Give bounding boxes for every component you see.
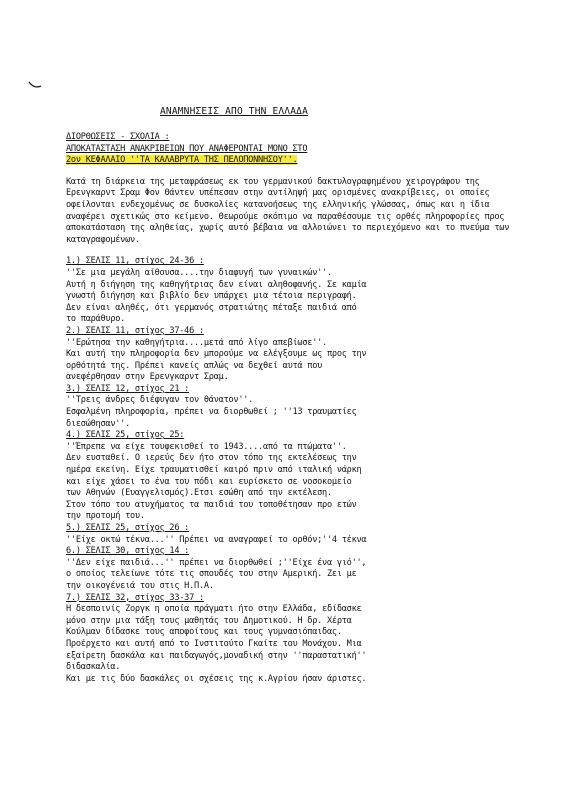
margin-tick-mark	[28, 80, 42, 90]
correction-text-line: εξαίρετη δασκάλα και παιδαγωγός,μοναδική στην ''παραστατική''	[66, 650, 367, 661]
correction-text-line: την οικογένειά του στις Η.Π.Α.	[66, 580, 214, 591]
correction-item	[66, 326, 526, 384]
correction-text-line: ορθότητά της. Πρέπει κανείς απλώς να δεχθεί αυτά που	[66, 360, 323, 371]
correction-reference: 4.) ΣΕΛΙΣ 25, στίχος 25:	[66, 430, 185, 441]
correction-text-line: διδασκαλία.	[66, 662, 121, 673]
correction-item	[66, 384, 526, 430]
correction-text-line: μόνο στην μια τάξη τους μαθητάς του Δημοτικού. Η δρ. Χέρτα	[66, 615, 352, 626]
correction-text-line: γνωστή διήγηση και βιβλίο δεν υπάρχει μια τέτοια περιγραφή.	[66, 291, 357, 302]
correction-reference: 3.) ΣΕΛΙΣ 12, στίχος 21 :	[66, 383, 190, 394]
chapter-reference	[66, 155, 526, 167]
correction-item	[66, 256, 526, 326]
correction-text-line: ''Ερώτησα την καθηγήτρια....μετά από λίγο απεβίωσε''.	[66, 337, 327, 348]
highlighted-chapter: 2ον ΚΕΦΑΛΑΙΟ ''ΤΑ ΚΑΛΑΒΡΥΤΑ ΤΗΣ ΠΕΛΟΠΟΝΝΗΣΟΥ''.	[66, 155, 298, 166]
correction-text-line: ημέρα εκείνη. Είχε τραυματισθεί καιρό πριν από ιταλική νάρκη	[66, 465, 362, 476]
correction-item	[66, 546, 526, 592]
correction-text-line: Κούλμαν δίδασκε τους αποφοίτους και τους γυμνασιόπαιδας.	[66, 627, 342, 638]
correction-reference: 7.) ΣΕΛΙΣ 32, στίχος 33-37 :	[66, 592, 204, 603]
correction-reference: 5.) ΣΕΛΙΣ 25, στίχος 26 :	[66, 523, 190, 533]
correction-text-line: Δεν ευσταθεί. Ο ιερεύς δεν ήτο στον τόπο της εκτελέσεως την	[66, 453, 357, 464]
correction-text-line: ανεφέρθησαν στην Ερενγκαρντ Σραμ.	[66, 372, 229, 383]
intro-paragraph: Κατά τη διάρκεια της μεταφράσεως εκ του γερμανικού δακτυλογραφημένου χειρογράφου της Ερενγκαρντ Σραμ Φον Θάντεν υπέπεσαν στην αντίληψή μας ορισμένες ανακρίβειες, οι οποίες οφείλονται ενδεχομένως σε δυσκολίες κατανοήσεως της ελληνικής γλώσσας, όπως και η ίδια αναφέρει σχετικώς στο κείμενο. Θεωρούμε σκόπιμο να παραθέσουμε τις ορθές πληροφορίες προς αποκατάσταση της αληθείας, χωρίς αυτό βέβαια να αλλοιώνει το περιεχόμενο και το πνεύμα των καταγραφομένων.	[66, 176, 510, 245]
correction-text-line: Αυτή η διήγηση της καθηγήτριας δεν είναι αληθοφανής. Σε καμία	[66, 279, 367, 290]
correction-reference: 6.) ΣΕΛΙΣ 30, στίχος 14 :	[66, 546, 190, 557]
document-body	[66, 122, 526, 685]
correction-text-line: ''Σε μια μεγάλη αίθουσα....την διαφυγή των γυναικών''.	[66, 267, 332, 278]
correction-text-line: των Αθηνών (Ευαγγελισμός).Ετσι εσώθη από την εκτέλεση.	[66, 488, 332, 499]
correction-text-line: ''Τρεις άνδρες διέφυγαν τον θάνατον''.	[66, 395, 254, 406]
correction-text-line: ''Δεν είχε παιδιά...'' πρέπει να διορθωθεί ;''Είχε ένα γιό'',	[66, 557, 367, 568]
correction-item	[66, 523, 526, 546]
document-title: ΑΝΑΜΝΗΣΕΙΣ ΑΠΟ ΤΗΝ ΕΛΛΑΔΑ	[160, 106, 308, 117]
section-heading: ΔΙΟΡΘΩΣΕΙΣ - ΣΧΟΛΙΑ :	[66, 132, 170, 142]
correction-text-line: διεσώθησαν''.	[66, 418, 131, 429]
correction-text-line: ο οποίος τελείωνε τότε τις σπουδές του στην Αμερική. Ζει με	[66, 569, 357, 580]
correction-reference: 1.) ΣΕΛΙΣ 11, στίχος 24-36 :	[66, 256, 204, 267]
correction-text-line: το παράθυρο.	[66, 314, 126, 325]
section-subheading: ΑΠΟΚΑΤΑΣΤΑΣΗ ΑΝΑΚΡΙΒΕΙΩΝ ΠΟΥ ΑΝΑΦΕΡΟΝΤΑΙ ΜΟΝΟ ΣΤΟ	[66, 143, 308, 154]
correction-item	[66, 593, 526, 686]
correction-text-line: Στον τόπο του ατυχήματος τα παιδιά του τοποθέτησαν προ ετών	[66, 499, 357, 510]
correction-text-line: ''Είχε οκτώ τέκνα...'' Πρέπει να αναγραφεί το ορθόν;''4 τέκνα	[66, 534, 367, 545]
correction-text-line: Δεν είναι αληθές, ότι γερμανός στρατιώτης πέταξε παιδιά από	[66, 302, 357, 313]
correction-text-line: ''Έπρεπε να είχε τουφεκισθεί το 1943....από τα πτώματα''.	[66, 441, 347, 452]
correction-text-line: και είχε χάσει το ένα του πόδι και ευρίσκετο σε νοσοκομείο	[66, 476, 352, 487]
correction-text-line: Εσφαλμένη πληροφορία, πρέπει να διορθωθεί ; ''13 τραυματίες	[66, 407, 357, 418]
correction-text-line: Προέρχετο και αυτή από το Ινστιτούτο Γκαίτε του Μονάχου. Μια	[66, 638, 362, 649]
correction-text-line: Και με τις δύο δασκάλες οι σχέσεις της κ.Αγρίου ήσαν άριστες.	[66, 673, 367, 684]
correction-item	[66, 430, 526, 523]
correction-reference: 2.) ΣΕΛΙΣ 11, στίχος 37-46 :	[66, 325, 204, 336]
correction-text-line: την προτομή του.	[66, 511, 145, 522]
corrections-list	[66, 256, 526, 685]
correction-text-line: Και αυτή την πληροφορία δεν μπορούμε να ελέγξουμε ως προς την	[66, 349, 367, 360]
correction-text-line: Η δεσποινίς Ζοργκ η οποία πράγματι ήτο στην Ελλάδα, εδίδασκε	[66, 604, 362, 615]
